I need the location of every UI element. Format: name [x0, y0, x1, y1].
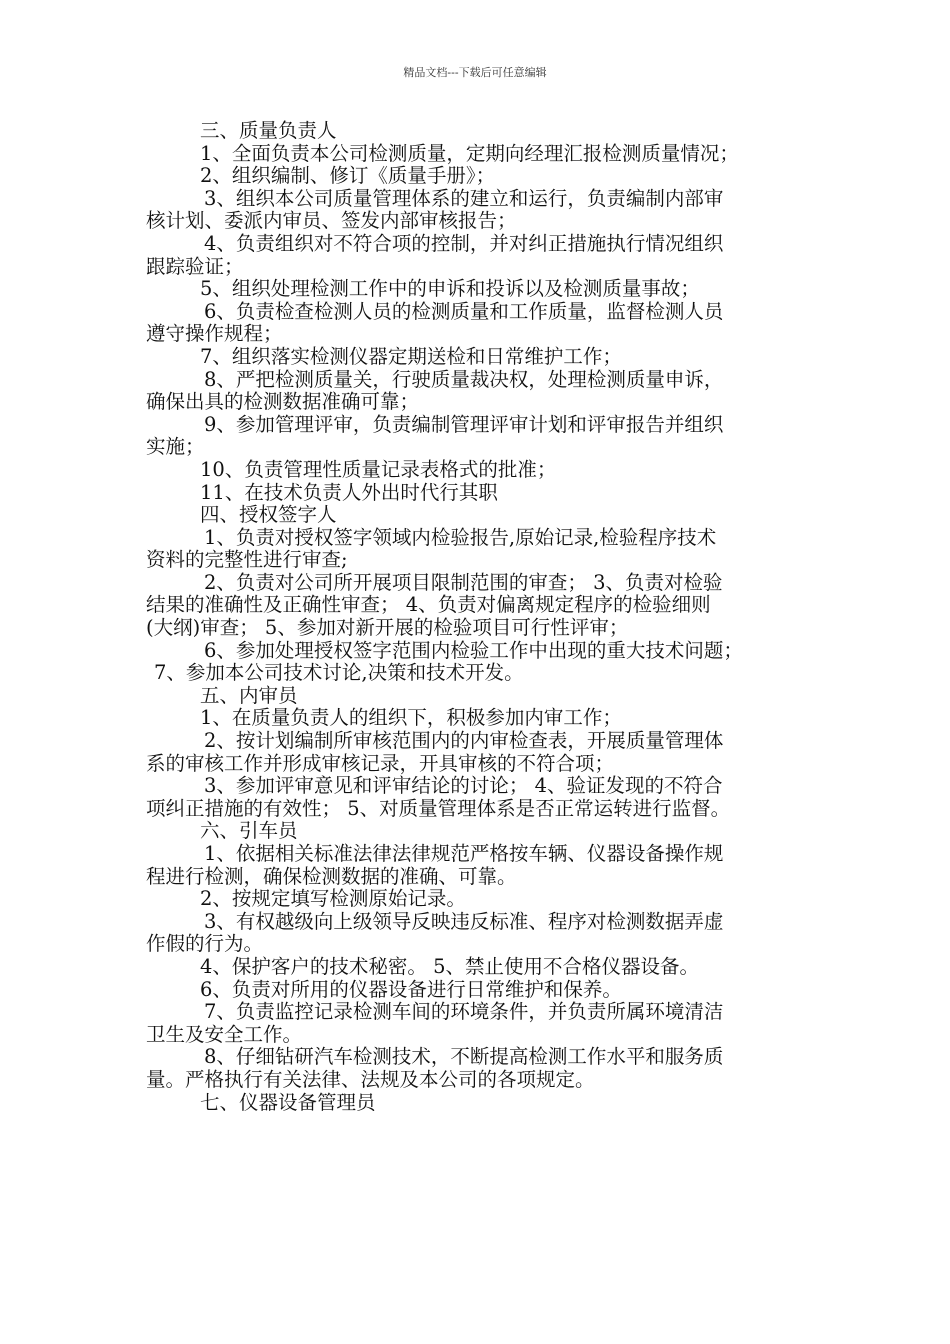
section-heading-internal-auditor: 五、内审员 — [200, 683, 298, 707]
body-line: 6、负责对所用的仪器设备进行日常维护和保养。 — [200, 977, 622, 1001]
body-line: 3、参加评审意见和评审结论的讨论； 4、验证发现的不符合 — [204, 774, 723, 798]
body-line: 9、参加管理评审，负责编制管理评审计划和评审报告并组织 — [204, 412, 724, 436]
body-line: 7、负责监控记录检测车间的环境条件，并负责所属环境清洁 — [204, 1000, 724, 1024]
document-body — [146, 120, 818, 1114]
body-line: 8、严把检测质量关，行驶质量裁决权，处理检测质量申诉， — [204, 367, 724, 391]
section-heading-authorized-signatory: 四、授权签字人 — [200, 503, 337, 527]
body-line: 10、负责管理性质量记录表格式的批准； — [200, 457, 557, 481]
body-line: (大纲)审查； 5、参加对新开展的检验项目可行性评审； — [146, 616, 629, 640]
body-line: 量。严格执行有关法律、法规及本公司的各项规定。 — [146, 1067, 595, 1091]
section-heading-vehicle-guide: 六、引车员 — [200, 819, 298, 843]
body-line: 结果的准确性及正确性审查； 4、负责对偏离规定程序的检验细则 — [146, 593, 711, 617]
body-line: 1、全面负责本公司检测质量，定期向经理汇报检测质量情况； — [200, 141, 739, 165]
body-line: 5、组织处理检测工作中的申诉和投诉以及检测质量事故； — [200, 277, 700, 301]
body-line: 实施； — [146, 435, 205, 459]
body-line: 4、保护客户的技术秘密。 5、禁止使用不合格仪器设备。 — [200, 954, 700, 978]
body-line: 跟踪验证； — [146, 254, 244, 278]
body-line: 遵守操作规程； — [146, 322, 283, 346]
body-line: 核计划、委派内审员、签发内部审核报告； — [146, 209, 517, 233]
body-line: 7、组织落实检测仪器定期送检和日常维护工作； — [200, 344, 622, 368]
body-line: 1、在质量负责人的组织下，积极参加内审工作； — [200, 706, 622, 730]
body-line: 1、依据相关标准法律法律规范严格按车辆、仪器设备操作规 — [204, 842, 724, 865]
body-line: 程进行检测，确保检测数据的准确、可靠。 — [146, 864, 517, 888]
body-line: 2、负责对公司所开展项目限制范围的审查； 3、负责对检验 — [204, 570, 723, 594]
body-line: 卫生及安全工作。 — [146, 1022, 303, 1046]
body-line: 确保出具的检测数据准确可靠； — [146, 390, 420, 414]
body-line: 系的审核工作并形成审核记录，开具审核的不符合项； — [146, 751, 615, 775]
body-line: 6、负责检查检测人员的检测质量和工作质量，监督检测人员 — [204, 299, 724, 323]
body-line: 4、负责组织对不符合项的控制，并对纠正措施执行情况组织 — [204, 231, 724, 255]
body-line: 1、负责对授权签字领域内检验报告,原始记录,检验程序技术 — [204, 525, 717, 549]
body-line: 7、参加本公司技术讨论,决策和技术开发。 — [154, 661, 524, 685]
body-line: 8、仔细钻研汽车检测技术，不断提高检测工作水平和服务质 — [204, 1045, 724, 1069]
body-line: 项纠正措施的有效性； 5、对质量管理体系是否正常运转进行监督。 — [146, 796, 731, 820]
body-line: 6、参加处理授权签字范围内检验工作中出现的重大技术问题； — [204, 638, 743, 662]
body-line: 资料的完整性进行审查; — [146, 548, 348, 572]
body-line: 2、组织编制、修订《质量手册》； — [200, 164, 496, 188]
section-heading-equipment-manager: 七、仪器设备管理员 — [200, 1090, 376, 1114]
body-line: 11、在技术负责人外出时代行其职 — [200, 480, 498, 504]
section-heading-quality-manager: 三、质量负责人 — [200, 119, 337, 142]
body-line: 3、有权越级向上级领导反映违反标准、程序对检测数据弄虚 — [204, 909, 724, 933]
body-line: 2、按计划编制所审核范围内的内审检查表，开展质量管理体 — [204, 729, 724, 753]
body-line: 2、按规定填写检测原始记录。 — [200, 887, 466, 911]
body-line: 作假的行为。 — [146, 932, 264, 956]
body-line: 3、组织本公司质量管理体系的建立和运行，负责编制内部审 — [204, 186, 724, 210]
page-header: 精品文档---下载后可任意编辑 — [403, 66, 547, 79]
